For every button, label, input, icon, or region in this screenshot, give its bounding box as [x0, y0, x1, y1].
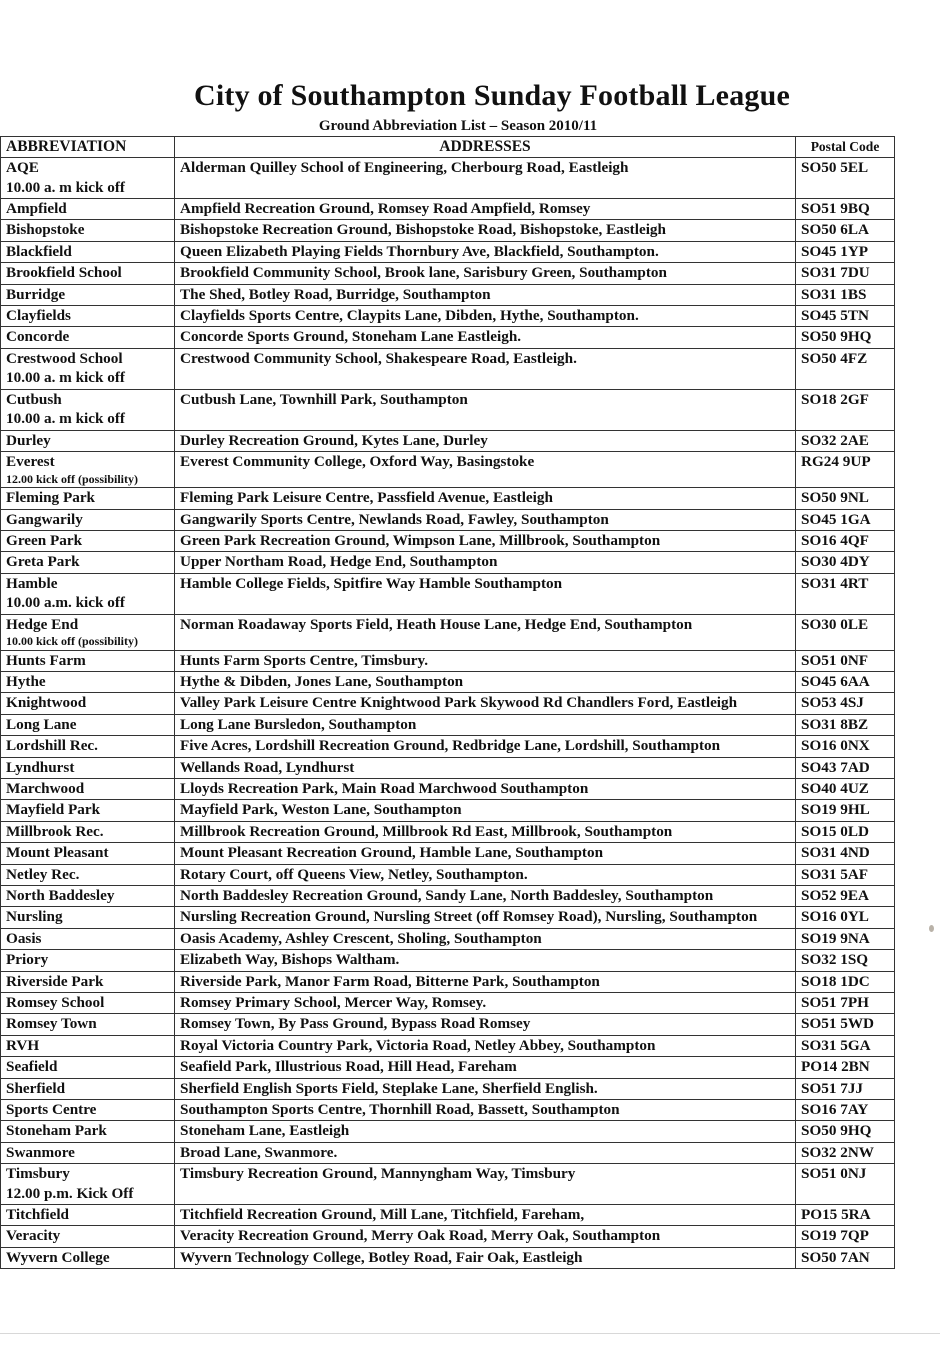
postal-code-cell: SO19 9NA: [796, 928, 895, 949]
abbreviation-cell: [1, 736, 175, 757]
postal-code-cell: SO16 4QF: [796, 530, 895, 551]
column-header-postal-code: Postal Code: [796, 137, 895, 158]
address-cell: Riverside Park, Manor Farm Road, Bitterne Park, Southampton: [175, 971, 796, 992]
postal-code-cell: SO31 5GA: [796, 1035, 895, 1056]
address-cell: The Shed, Botley Road, Burridge, Southampton: [175, 284, 796, 305]
table-row: [1, 348, 895, 389]
address-cell: Rotary Court, off Queens View, Netley, Southampton.: [175, 864, 796, 885]
address-cell: Long Lane Bursledon, Southampton: [175, 714, 796, 735]
abbreviation-text: Long Lane: [6, 715, 77, 733]
postal-code-cell: SO45 1GA: [796, 509, 895, 530]
postal-code-cell: SO50 4FZ: [796, 348, 895, 389]
kick-off-note: 10.00 a. m kick off: [6, 410, 125, 428]
table-row: [1, 779, 895, 800]
abbreviation-cell: [1, 992, 175, 1013]
abbreviation-text: North Baddesley: [6, 886, 115, 904]
abbreviation-cell: [1, 1121, 175, 1142]
abbreviation-text: Timsbury: [6, 1165, 70, 1183]
table-row: [1, 1247, 895, 1268]
abbreviation-text: Knightwood: [6, 694, 87, 712]
address-cell: Mayfield Park, Weston Lane, Southampton: [175, 800, 796, 821]
abbreviation-cell: [1, 158, 175, 199]
postal-code-cell: SO50 9NL: [796, 488, 895, 509]
abbreviation-text: Romsey Town: [6, 1015, 97, 1033]
table-row: [1, 241, 895, 262]
table-row: [1, 928, 895, 949]
postal-code-cell: SO31 7DU: [796, 263, 895, 284]
address-cell: Queen Elizabeth Playing Fields Thornbury Ave, Blackfield, Southampton.: [175, 241, 796, 262]
abbreviation-text: Seafield: [6, 1058, 58, 1076]
ground-table: [0, 136, 895, 1269]
kick-off-note: 10.00 a.m. kick off: [6, 594, 125, 612]
abbreviation-cell: [1, 452, 175, 488]
abbreviation-text: Concorde: [6, 328, 70, 346]
abbreviation-cell: [1, 1078, 175, 1099]
abbreviation-text: RVH: [6, 1036, 40, 1054]
address-cell: Cutbush Lane, Townhill Park, Southampton: [175, 389, 796, 430]
abbreviation-text: Blackfield: [6, 242, 72, 260]
abbreviation-cell: [1, 389, 175, 430]
table-row: [1, 552, 895, 573]
address-cell: Wyvern Technology College, Botley Road, Fair Oak, Eastleigh: [175, 1247, 796, 1268]
address-cell: Ampfield Recreation Ground, Romsey Road Ampfield, Romsey: [175, 199, 796, 220]
abbreviation-text: Hunts Farm: [6, 651, 86, 669]
postal-code-cell: SO50 5EL: [796, 158, 895, 199]
address-cell: Crestwood Community School, Shakespeare Road, Eastleigh.: [175, 348, 796, 389]
postal-code-cell: SO18 2GF: [796, 389, 895, 430]
page-subtitle: Ground Abbreviation List – Season 2010/11: [318, 118, 598, 134]
address-cell: North Baddesley Recreation Ground, Sandy Lane, North Baddesley, Southampton: [175, 885, 796, 906]
abbreviation-text: Stoneham Park: [6, 1122, 107, 1140]
table-row: [1, 864, 895, 885]
abbreviation-text: Veracity: [6, 1227, 61, 1245]
table-row: [1, 907, 895, 928]
address-cell: Everest Community College, Oxford Way, Basingstoke: [175, 452, 796, 488]
column-header-abbreviation: ABBREVIATION: [1, 137, 175, 158]
postal-code-cell: SO30 0LE: [796, 614, 895, 650]
address-cell: Upper Northam Road, Hedge End, Southampton: [175, 552, 796, 573]
abbreviation-cell: [1, 950, 175, 971]
abbreviation-cell: [1, 907, 175, 928]
abbreviation-cell: [1, 430, 175, 451]
abbreviation-cell: [1, 971, 175, 992]
abbreviation-cell: [1, 305, 175, 326]
ground-rows: [1, 158, 895, 1269]
abbreviation-cell: [1, 821, 175, 842]
kick-off-note: 12.00 p.m. Kick Off: [6, 1184, 134, 1202]
address-cell: Elizabeth Way, Bishops Waltham.: [175, 950, 796, 971]
address-cell: Fleming Park Leisure Centre, Passfield Avenue, Eastleigh: [175, 488, 796, 509]
table-row: [1, 389, 895, 430]
abbreviation-cell: [1, 843, 175, 864]
abbreviation-text: Cutbush: [6, 390, 62, 408]
abbreviation-cell: [1, 779, 175, 800]
address-cell: Romsey Town, By Pass Ground, Bypass Road Romsey: [175, 1014, 796, 1035]
postal-code-cell: SO32 2AE: [796, 430, 895, 451]
postal-code-cell: SO31 1BS: [796, 284, 895, 305]
abbreviation-cell: [1, 1142, 175, 1163]
address-cell: Nursling Recreation Ground, Nursling Street (off Romsey Road), Nursling, Southampton: [175, 907, 796, 928]
abbreviation-text: Nursling: [6, 908, 63, 926]
abbreviation-cell: [1, 573, 175, 614]
abbreviation-cell: [1, 693, 175, 714]
address-cell: Broad Lane, Swanmore.: [175, 1142, 796, 1163]
address-cell: Gangwarily Sports Centre, Newlands Road, Fawley, Southampton: [175, 509, 796, 530]
table-row: [1, 614, 895, 650]
table-row: [1, 1057, 895, 1078]
postal-code-cell: SO32 1SQ: [796, 950, 895, 971]
table-row: [1, 714, 895, 735]
abbreviation-cell: [1, 284, 175, 305]
address-cell: Hythe & Dibden, Jones Lane, Southampton: [175, 672, 796, 693]
postal-code-cell: SO32 2NW: [796, 1142, 895, 1163]
abbreviation-text: Netley Rec.: [6, 865, 80, 883]
abbreviation-text: Romsey School: [6, 993, 105, 1011]
address-cell: Norman Roadaway Sports Field, Heath House Lane, Hedge End, Southampton: [175, 614, 796, 650]
abbreviation-text: Durley: [6, 431, 51, 449]
address-cell: Five Acres, Lordshill Recreation Ground, Redbridge Lane, Lordshill, Southampton: [175, 736, 796, 757]
postal-code-cell: SO16 0NX: [796, 736, 895, 757]
address-cell: Millbrook Recreation Ground, Millbrook Rd East, Millbrook, Southampton: [175, 821, 796, 842]
postal-code-cell: SO31 4RT: [796, 573, 895, 614]
table-row: [1, 1014, 895, 1035]
table-row: [1, 452, 895, 488]
address-cell: Timsbury Recreation Ground, Mannyngham Way, Timsbury: [175, 1164, 796, 1205]
table-row: [1, 1121, 895, 1142]
postal-code-cell: SO53 4SJ: [796, 693, 895, 714]
table-row: [1, 757, 895, 778]
abbreviation-text: Gangwarily: [6, 510, 83, 528]
table-row: [1, 971, 895, 992]
postal-code-cell: SO43 7AD: [796, 757, 895, 778]
abbreviation-cell: [1, 1205, 175, 1226]
page-title: City of Southampton Sunday Football League: [193, 79, 790, 112]
abbreviation-text: Hamble: [6, 574, 58, 592]
postal-code-cell: SO15 0LD: [796, 821, 895, 842]
table-row: [1, 672, 895, 693]
postal-code-cell: SO16 7AY: [796, 1099, 895, 1120]
scan-speck: [929, 925, 934, 932]
postal-code-cell: SO19 9HL: [796, 800, 895, 821]
table-row: [1, 1035, 895, 1056]
postal-code-cell: SO50 7AN: [796, 1247, 895, 1268]
abbreviation-cell: [1, 1035, 175, 1056]
table-row: [1, 305, 895, 326]
abbreviation-cell: [1, 199, 175, 220]
abbreviation-cell: [1, 757, 175, 778]
address-cell: Alderman Quilley School of Engineering, Cherbourg Road, Eastleigh: [175, 158, 796, 199]
abbreviation-cell: [1, 1226, 175, 1247]
abbreviation-cell: [1, 800, 175, 821]
address-cell: Brookfield Community School, Brook lane, Sarisbury Green, Southampton: [175, 263, 796, 284]
abbreviation-cell: [1, 1099, 175, 1120]
table-row: [1, 573, 895, 614]
postal-code-cell: SO19 7QP: [796, 1226, 895, 1247]
postal-code-cell: SO45 6AA: [796, 672, 895, 693]
address-cell: Wellands Road, Lyndhurst: [175, 757, 796, 778]
address-cell: Southampton Sports Centre, Thornhill Road, Bassett, Southampton: [175, 1099, 796, 1120]
table-row: [1, 992, 895, 1013]
table-row: [1, 693, 895, 714]
postal-code-cell: SO50 9HQ: [796, 1121, 895, 1142]
postal-code-cell: SO52 9EA: [796, 885, 895, 906]
abbreviation-cell: [1, 530, 175, 551]
table-row: [1, 1205, 895, 1226]
abbreviation-text: Swanmore: [6, 1143, 75, 1161]
abbreviation-cell: [1, 488, 175, 509]
abbreviation-text: Sherfield: [6, 1079, 66, 1097]
abbreviation-text: Lordshill Rec.: [6, 737, 98, 755]
kick-off-note: 10.00 a. m kick off: [6, 369, 125, 387]
table-row: [1, 1164, 895, 1205]
postal-code-cell: SO50 6LA: [796, 220, 895, 241]
address-cell: Royal Victoria Country Park, Victoria Road, Netley Abbey, Southampton: [175, 1035, 796, 1056]
abbreviation-text: Brookfield School: [6, 264, 122, 282]
abbreviation-cell: [1, 1014, 175, 1035]
abbreviation-cell: [1, 614, 175, 650]
postal-code-cell: SO50 9HQ: [796, 327, 895, 348]
abbreviation-text: Titchfield: [6, 1206, 70, 1224]
address-cell: Hunts Farm Sports Centre, Timsbury.: [175, 650, 796, 671]
abbreviation-text: Fleming Park: [6, 489, 96, 507]
address-cell: Mount Pleasant Recreation Ground, Hamble Lane, Southampton: [175, 843, 796, 864]
abbreviation-text: Millbrook Rec.: [6, 822, 104, 840]
page-edge-line: [0, 1333, 940, 1334]
table-row: [1, 530, 895, 551]
abbreviation-text: Greta Park: [6, 553, 80, 571]
address-cell: Stoneham Lane, Eastleigh: [175, 1121, 796, 1142]
abbreviation-cell: [1, 885, 175, 906]
postal-code-cell: PO15 5RA: [796, 1205, 895, 1226]
address-cell: Bishopstoke Recreation Ground, Bishopstoke Road, Bishopstoke, Eastleigh: [175, 220, 796, 241]
abbreviation-cell: [1, 241, 175, 262]
table-row: [1, 509, 895, 530]
abbreviation-text: Riverside Park: [6, 972, 104, 990]
table-row: [1, 650, 895, 671]
abbreviation-text: Green Park: [6, 531, 83, 549]
postal-code-cell: RG24 9UP: [796, 452, 895, 488]
table-row: [1, 327, 895, 348]
postal-code-cell: SO40 4UZ: [796, 779, 895, 800]
abbreviation-text: Priory: [6, 951, 49, 969]
address-cell: Durley Recreation Ground, Kytes Lane, Durley: [175, 430, 796, 451]
abbreviation-cell: [1, 1164, 175, 1205]
abbreviation-text: Oasis: [6, 929, 42, 947]
address-cell: Clayfields Sports Centre, Claypits Lane, Dibden, Hythe, Southampton.: [175, 305, 796, 326]
table-row: [1, 1226, 895, 1247]
postal-code-cell: SO51 0NJ: [796, 1164, 895, 1205]
abbreviation-text: Everest: [6, 453, 55, 471]
abbreviation-text: Sports Centre: [6, 1100, 97, 1118]
table-row: [1, 263, 895, 284]
postal-code-cell: SO31 8BZ: [796, 714, 895, 735]
postal-code-cell: SO51 0NF: [796, 650, 895, 671]
abbreviation-cell: [1, 928, 175, 949]
postal-code-cell: SO45 5TN: [796, 305, 895, 326]
abbreviation-cell: [1, 327, 175, 348]
postal-code-cell: SO18 1DC: [796, 971, 895, 992]
abbreviation-cell: [1, 509, 175, 530]
abbreviation-cell: [1, 1057, 175, 1078]
postal-code-cell: SO51 7PH: [796, 992, 895, 1013]
postal-code-cell: PO14 2BN: [796, 1057, 895, 1078]
kick-off-note: 10.00 a. m kick off: [6, 178, 125, 196]
table-row: [1, 885, 895, 906]
address-cell: Green Park Recreation Ground, Wimpson Lane, Millbrook, Southampton: [175, 530, 796, 551]
abbreviation-cell: [1, 552, 175, 573]
abbreviation-text: Wyvern College: [6, 1248, 110, 1266]
column-header-addresses: ADDRESSES: [175, 137, 796, 158]
abbreviation-cell: [1, 650, 175, 671]
abbreviation-cell: [1, 220, 175, 241]
abbreviation-text: Mount Pleasant: [6, 844, 109, 862]
abbreviation-cell: [1, 864, 175, 885]
address-cell: Romsey Primary School, Mercer Way, Romsey.: [175, 992, 796, 1013]
table-row: [1, 843, 895, 864]
table-header-row: [1, 137, 895, 158]
abbreviation-cell: [1, 263, 175, 284]
address-cell: Veracity Recreation Ground, Merry Oak Road, Merry Oak, Southampton: [175, 1226, 796, 1247]
address-cell: Titchfield Recreation Ground, Mill Lane, Titchfield, Fareham,: [175, 1205, 796, 1226]
abbreviation-text: Hythe: [6, 673, 46, 691]
abbreviation-text: Bishopstoke: [6, 221, 85, 239]
address-cell: Oasis Academy, Ashley Crescent, Sholing, Southampton: [175, 928, 796, 949]
kick-off-note: 10.00 kick off (possibility): [6, 634, 139, 649]
postal-code-cell: SO51 5WD: [796, 1014, 895, 1035]
abbreviation-cell: [1, 1247, 175, 1268]
postal-code-cell: SO51 7JJ: [796, 1078, 895, 1099]
address-cell: Hamble College Fields, Spitfire Way Hamble Southampton: [175, 573, 796, 614]
table-row: [1, 1078, 895, 1099]
abbreviation-text: Mayfield Park: [6, 801, 101, 819]
abbreviation-text: AQE: [6, 159, 39, 176]
table-row: [1, 199, 895, 220]
postal-code-cell: SO31 5AF: [796, 864, 895, 885]
table-row: [1, 488, 895, 509]
abbreviation-cell: [1, 714, 175, 735]
table-row: [1, 220, 895, 241]
table-row: [1, 284, 895, 305]
table-row: [1, 736, 895, 757]
kick-off-note: 12.00 kick off (possibility): [6, 471, 139, 486]
table-row: [1, 950, 895, 971]
table-row: [1, 1099, 895, 1120]
abbreviation-cell: [1, 672, 175, 693]
address-cell: Lloyds Recreation Park, Main Road Marchwood Southampton: [175, 779, 796, 800]
table-row: [1, 800, 895, 821]
abbreviation-text: Burridge: [6, 285, 66, 303]
postal-code-cell: SO51 9BQ: [796, 199, 895, 220]
address-cell: Sherfield English Sports Field, Steplake Lane, Sherfield English.: [175, 1078, 796, 1099]
postal-code-cell: SO45 1YP: [796, 241, 895, 262]
abbreviation-text: Crestwood School: [6, 349, 123, 367]
postal-code-cell: SO30 4DY: [796, 552, 895, 573]
abbreviation-text: Lyndhurst: [6, 758, 75, 776]
abbreviation-text: Hedge End: [6, 615, 79, 633]
abbreviation-text: Clayfields: [6, 306, 71, 324]
abbreviation-cell: [1, 348, 175, 389]
table-row: [1, 1142, 895, 1163]
abbreviation-text: Ampfield: [6, 200, 67, 217]
table-row: [1, 158, 895, 199]
abbreviation-text: Marchwood: [6, 780, 85, 798]
address-cell: Concorde Sports Ground, Stoneham Lane Eastleigh.: [175, 327, 796, 348]
postal-code-cell: SO31 4ND: [796, 843, 895, 864]
address-cell: Valley Park Leisure Centre Knightwood Park Skywood Rd Chandlers Ford, Eastleigh: [175, 693, 796, 714]
address-cell: Seafield Park, Illustrious Road, Hill Head, Fareham: [175, 1057, 796, 1078]
table-row: [1, 430, 895, 451]
postal-code-cell: SO16 0YL: [796, 907, 895, 928]
table-row: [1, 821, 895, 842]
